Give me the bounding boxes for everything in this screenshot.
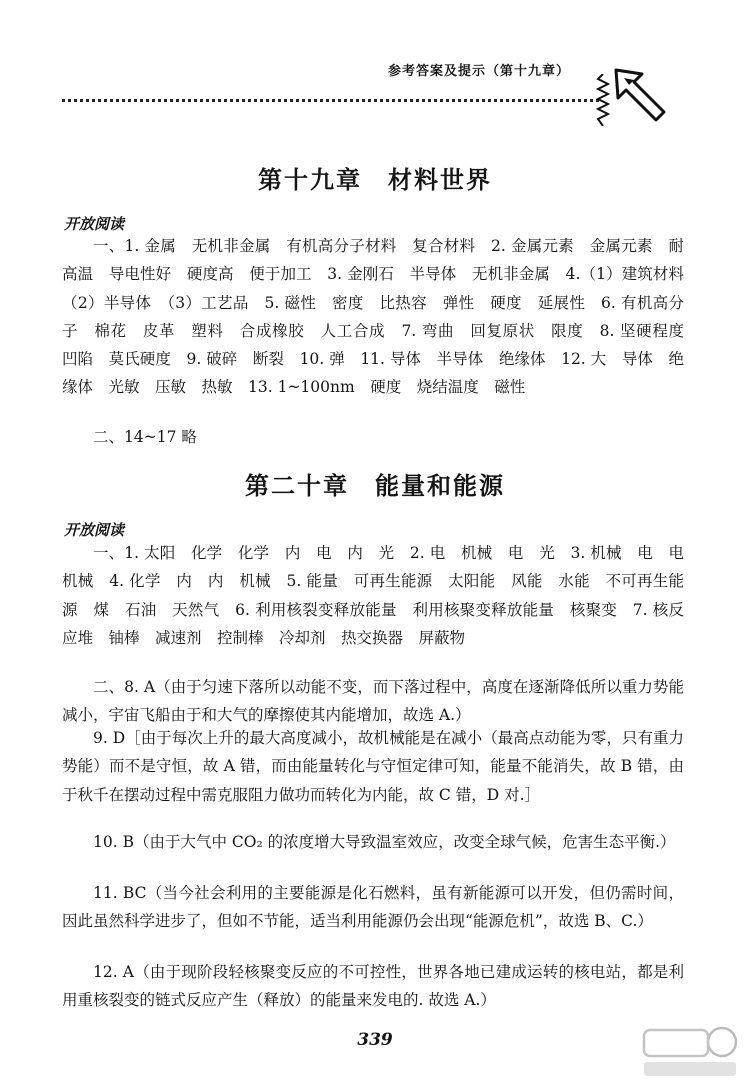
- chapter-20-answer-12: 12. A（由于现阶段轻核聚变反应的不可控性，世界各地已建成运转的核电站，都是利用重核裂变的链式反应产生（释放）的能量来发电的. 故选 A.）: [62, 963, 684, 1010]
- chapter-20-section-label: 开放阅读: [64, 521, 125, 539]
- chapter-19-answers-part2: 二、14~17 略: [93, 428, 197, 446]
- chapter-20-answer-9: 9. D［由于每次上升的最大高度减小，故机械能是在减小（最高点动能为零，只有重力势能）而不是守恒，故 A 错，而由能量转化与守恒定律可知，能量不能消失，故 B 错，由于秋千在摆动过程中需克服阻力做功而转化为内能，故 C 错，D 对.］: [62, 729, 684, 804]
- chapter-20-answer-8: 二、8. A（由于匀速下落所以动能不变，而下落过程中，高度在逐渐降低所以重力势能减小，宇宙飞船由于和大气的摩擦使其内能增加，故选 A.）: [62, 678, 684, 725]
- chapter-19-answers-part1: 一、1. 金属 无机非金属 有机高分子材料 复合材料 2. 金属元素 金属元素 耐高温 导电性好 硬度高 便于加工 3. 金刚石 半导体 无机非金属 4.（1）建筑材料 （2）半导体 （3）工艺品 5. 磁性 密度 比热容 弹性 硬度 延展性 6. 有机高分子 棉花 皮革 塑料 合成橡胶 人工合成 7. 弯曲 回复原状 限度 8. 坚硬程度 凹陷 莫氏硬度 9. 破碎 断裂 10. 弹 11. 导体 半导体 绝缘体 12. 大 导体 绝缘体 光敏 压敏 热敏 13. 1~100nm 硬度 烧结温度 磁性: [62, 237, 700, 397]
- chapter-20-answer-10: 10. B（由于大气中 CO₂ 的浓度增大导致温室效应，改变全球气候，危害生态平衡.）: [93, 833, 676, 851]
- zigzag-line-icon: [596, 74, 610, 126]
- chapter-20-answer-11: 11. BC（当今社会利用的主要能源是化石燃料，虽有新能源可以开发，但仍需时间，因此虽然科学进步了，但如不节能，适当利用能源仍会出现“能源危机”，故选 B、C.）: [62, 884, 684, 931]
- watermark-logo: [640, 1020, 740, 1080]
- pointing-arrow-icon: [612, 66, 668, 122]
- chapter-20-answers-part1: 一、1. 太阳 化学 化学 内 电 内 光 2. 电 机械 电 光 3. 机械 电 电 机械 4. 化学 内 内 机械 5. 能量 可再生能源 太阳能 风能 水能 不可再生能源 煤 石油 天然气 6. 利用核裂变释放能量 利用核聚变释放能量 核聚变 7. 核反应堆 铀棒 减速剂 控制棒 冷却剂 热交换器 屏蔽物: [62, 544, 700, 647]
- chapter-19-section-label: 开放阅读: [64, 215, 125, 233]
- chapter-19-title: 第十九章 材料世界: [258, 166, 492, 194]
- running-header-title: 参考答案及提示（第十九章）: [388, 64, 571, 79]
- header-dotted-rule: [62, 99, 599, 102]
- chapter-20-title: 第二十章 能量和能源: [245, 472, 505, 500]
- page-number: 339: [357, 1030, 393, 1050]
